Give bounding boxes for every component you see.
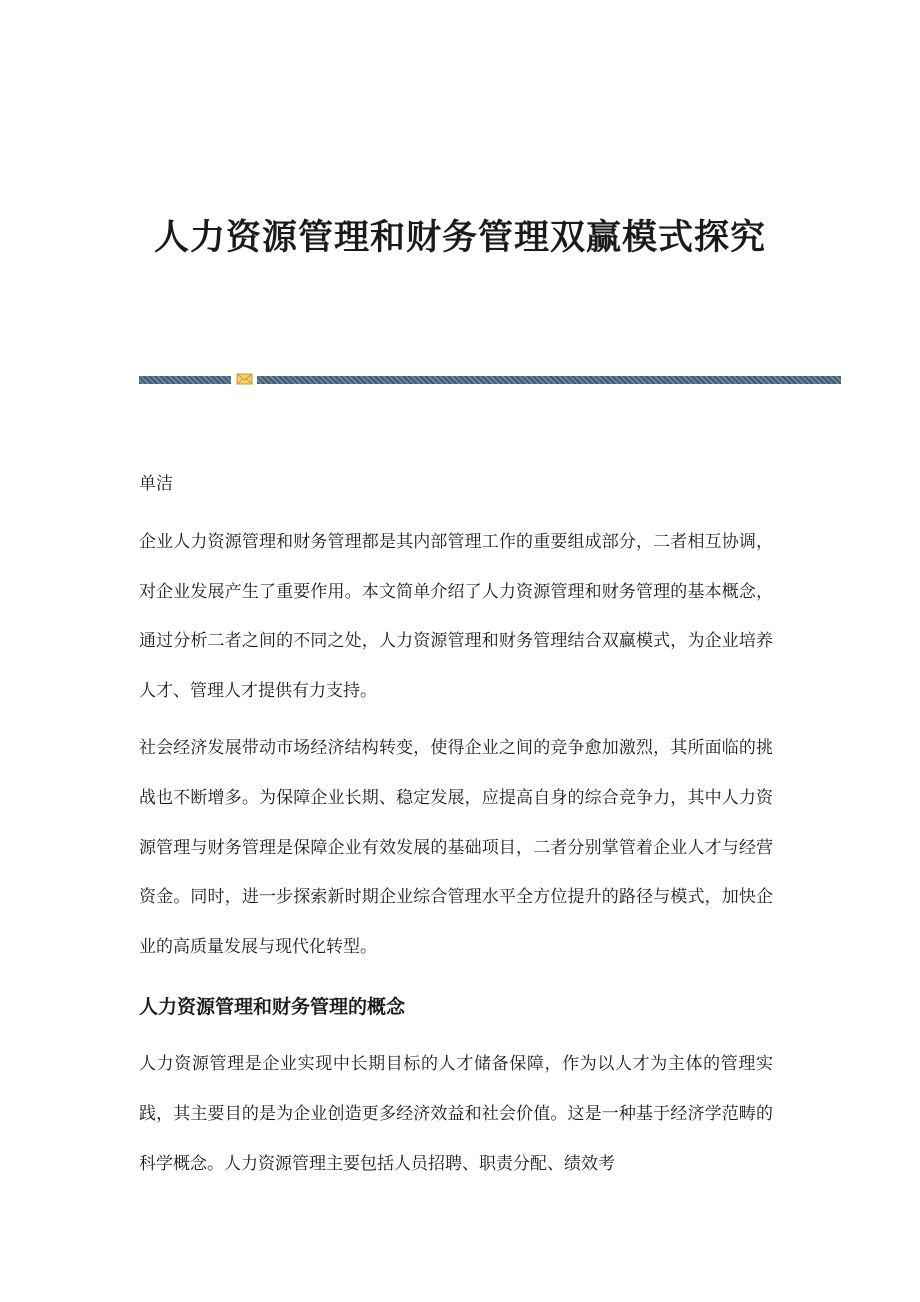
title-divider-left <box>139 376 231 384</box>
envelope-icon <box>236 372 253 386</box>
section-paragraph: 人力资源管理是企业实现中长期目标的人才储备保障，作为以人才为主体的管理实践，其主要目的是为企业创造更多经济效益和社会价值。这是一种基于经济学范畴的科学概念。人力资源管理主要包括人员招聘、职责分配、绩效考 <box>139 1054 773 1174</box>
intro-paragraph: 社会经济发展带动市场经济结构转变，使得企业之间的竞争愈加激烈，其所面临的挑战也不断增多。为保障企业长期、稳定发展，应提高自身的综合竞争力，其中人力资源管理与财务管理是保障企业有效发展的基础项目，二者分别掌管着企业人才与经营资金。同时，进一步探索新时期企业综合管理水平全方位提升的路径与模式，加快企业的高质量发展与现代化转型。 <box>139 738 773 957</box>
author-name: 单洁 <box>139 474 173 494</box>
abstract-paragraph: 企业人力资源管理和财务管理都是其内部管理工作的重要组成部分，二者相互协调，对企业发展产生了重要作用。本文简单介绍了人力资源管理和财务管理的基本概念，通过分析二者之间的不同之处，人力资源管理和财务管理结合双赢模式，为企业培养人才、管理人才提供有力支持。 <box>139 532 773 701</box>
document-title: 人力资源管理和财务管理双赢模式探究 <box>153 217 766 258</box>
title-divider-right <box>257 376 841 384</box>
document-body <box>139 470 773 1197</box>
section-heading: 人力资源管理和财务管理的概念 <box>139 996 406 1019</box>
